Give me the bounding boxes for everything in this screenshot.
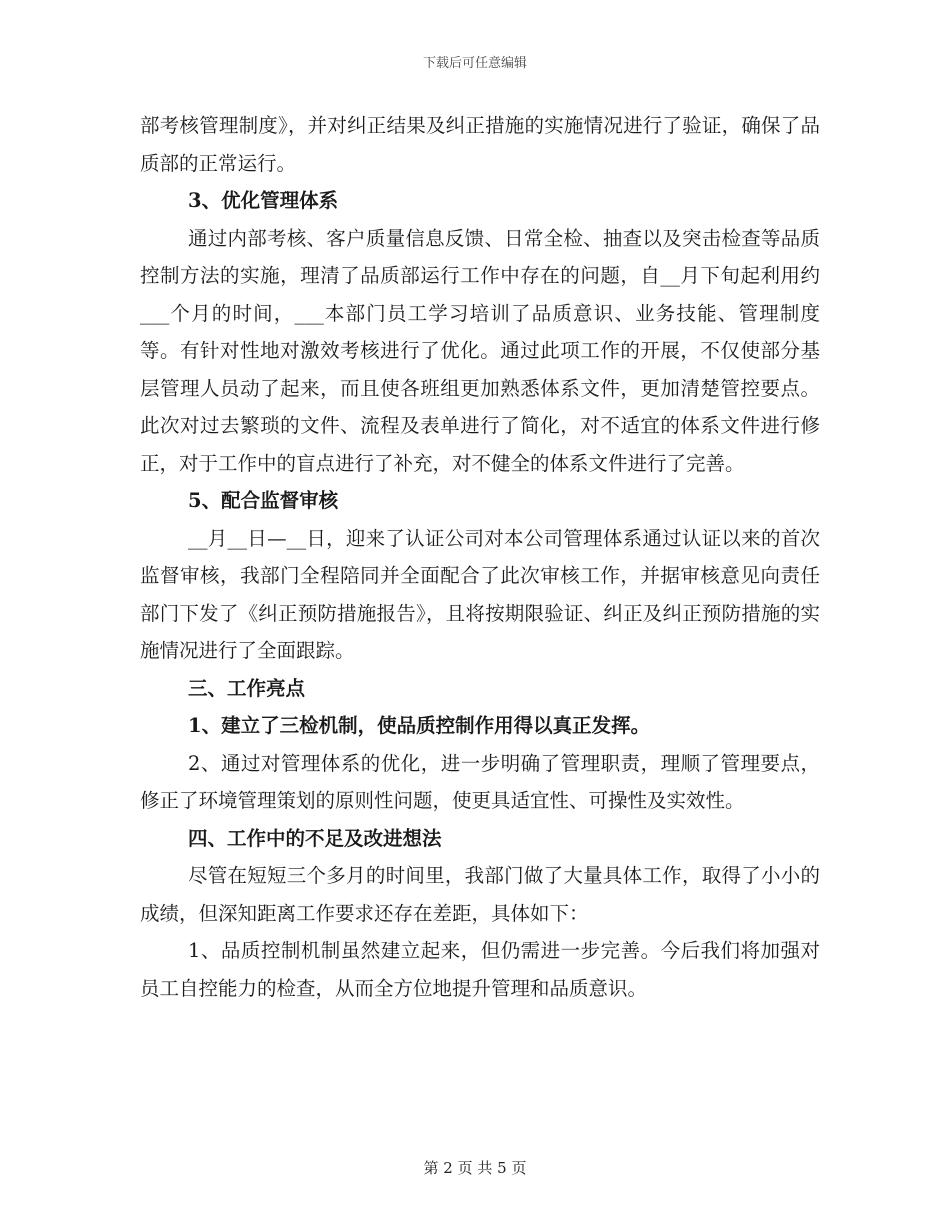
paragraph: 通过内部考核、客户质量信息反馈、日常全检、抽查以及突击检查等品质控制方法的实施，理清了品质部运行工作中存在的问题，自__月下旬起利用约___个月的时间，___本部门员工学习培训了品质意识、业务技能、管理制度等。有针对性地对激效考核进行了优化。通过此项工作的开展，不仅使部分基层管理人员动了起来，而且使各班组更加熟悉体系文件，更加清楚管控要点。此次对过去繁琐的文件、流程及表单进行了简化，对不适宜的体系文件进行修正，对于工作中的盲点进行了补充，对不健全的体系文件进行了完善。 xyxy=(140,226,820,475)
page-header: 下载后可任意编辑 xyxy=(422,56,527,71)
paragraph: 1、品质控制机制虽然建立起来，但仍需进一步完善。今后我们将加强对员工自控能力的检查，从而全方位地提升管理和品质意识。 xyxy=(140,939,820,1000)
section-heading: 四、工作中的不足及改进想法 xyxy=(188,826,442,850)
section-heading: 三、工作亮点 xyxy=(188,676,306,700)
paragraph: 尽管在短短三个多月的时间里，我部门做了大量具体工作，取得了小小的成绩，但深知距离工作要求还存在差距，具体如下： xyxy=(140,864,820,925)
page-footer: 第 2 页 共 5 页 xyxy=(423,1159,527,1177)
paragraph: __月__日—__日，迎来了认证公司对本公司管理体系通过认证以来的首次监督审核，我部门全程陪同并全面配合了此次审核工作，并据审核意见向责任部门下发了《纠正预防措施报告》，且将按期限验证、纠正及纠正预防措施的实施情况进行了全面跟踪。 xyxy=(140,526,820,662)
section-heading: 3、优化管理体系 xyxy=(188,189,339,212)
highlight-item: 1、建立了三检机制，使品质控制作用得以真正发挥。 xyxy=(188,714,651,737)
section-heading: 5、配合监督审核 xyxy=(188,489,339,512)
paragraph: 2、通过对管理体系的优化，进一步明确了管理职责，理顺了管理要点，修正了环境管理策划的原则性问题，使更具适宜性、可操性及实效性。 xyxy=(140,751,820,812)
document-body xyxy=(140,107,820,1007)
paragraph: 部考核管理制度》，并对纠正结果及纠正措施的实施情况进行了验证，确保了品质部的正常运行。 xyxy=(140,114,820,175)
